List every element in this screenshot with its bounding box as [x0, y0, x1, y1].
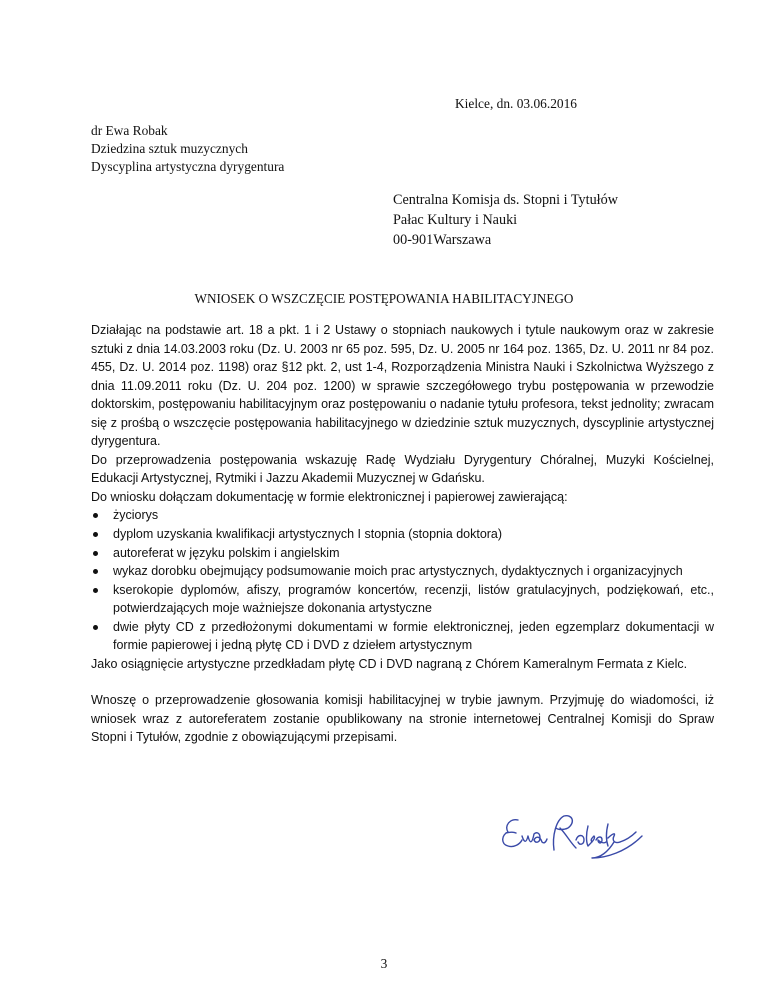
list-item: wykaz dorobku obejmujący podsumowanie moich prac artystycznych, dydaktycznych i organizacyjnych: [91, 562, 714, 581]
attachments-list: [91, 506, 714, 654]
document-title: WNIOSEK O WSZCZĘCIE POSTĘPOWANIA HABILITACYJNEGO: [194, 291, 574, 306]
list-item: autoreferat w języku polskim i angielskim: [91, 544, 714, 563]
signature-icon: [496, 806, 656, 870]
paragraph-attachments-intro: Do wniosku dołączam dokumentację w formie elektronicznej i papierowej zawierającą:: [91, 489, 568, 504]
paragraph-artistic-achievement: Jako osiągnięcie artystyczne przedkładam płytę CD i DVD nagraną z Chórem Kameralnym Fermata z Kielc.: [91, 656, 688, 671]
letter-body: [91, 321, 714, 747]
recipient-line-2: Pałac Kultury i Nauki: [393, 212, 518, 228]
recipient-line-1: Centralna Komisja ds. Stopni i Tytułów: [393, 192, 618, 208]
list-item: dwie płyty CD z przedłożonymi dokumentami w formie elektronicznej, jeden egzemplarz dokumentacji w formie papierowej i jedną płytę CD i DVD z dziełem artystycznym: [91, 618, 714, 655]
paragraph-legal-basis: Działając na podstawie art. 18 a pkt. 1 i 2 Ustawy o stopniach naukowych i tytule naukowym oraz w zakresie sztuki z dnia 14.03.2003 roku (Dz. U. 2003 nr 65 poz. 595, Dz. U. 2005 nr 164 poz. 1365, Dz. U. 2011 nr 84 poz. 455, Dz. U. 2014 poz. 1198) oraz §12 pkt. 2, ust 1-4, Rozporządzenia Ministra Nauki i Szkolnictwa Wyższego z dnia 11.09.2011 roku (Dz. U. 204 poz. 1200) w sprawie szczegółowego trybu postępowania w przewodzie doktorskim, postępowaniu habilitacyjnym oraz postępowaniu o nadanie tytułu profesora, tekst jednolity; zwracam się z prośbą o wszczęcie postępowania habilitacyjnego w dziedzinie sztuk muzycznych, dyscyplinie artystycznej dyrygentura.: [91, 323, 714, 449]
sender-discipline: Dyscyplina artystyczna dyrygentura: [91, 159, 285, 174]
recipient-line-3: 00-901Warszawa: [393, 232, 492, 248]
sender-name: dr Ewa Robak: [91, 123, 168, 138]
paragraph-council: Do przeprowadzenia postępowania wskazuję Radę Wydziału Dyrygentury Chóralnej, Muzyki Kościelnej, Edukacji Artystycznej, Rytmiki i Jazzu Akademii Muzycznej w Gdańsku.: [91, 452, 714, 486]
sender-field: Dziedzina sztuk muzycznych: [91, 141, 248, 156]
list-item: życiorys: [91, 506, 714, 525]
signature-svg: [496, 806, 656, 866]
sender-block: [91, 122, 284, 176]
list-item: dyplom uzyskania kwalifikacji artystycznych I stopnia (stopnia doktora): [91, 525, 714, 544]
place-and-date: Kielce, dn. 03.06.2016: [455, 96, 577, 111]
paragraph-voting-request: Wnoszę o przeprowadzenie głosowania komisji habilitacyjnej w trybie jawnym. Przyjmuję do wiadomości, iż wniosek wraz z autoreferatem zostanie opublikowany na stronie internetowej Centralnej Komisji do Spraw Stopni i Tytułów, zgodnie z obowiązującymi przepisami.: [91, 693, 714, 745]
list-item: kserokopie dyplomów, afiszy, programów koncertów, recenzji, listów gratulacyjnych, podziękowań, etc., potwierdzających moje ważniejsze dokonania artystyczne: [91, 581, 714, 618]
recipient-block: [393, 190, 618, 250]
page-number: 3: [380, 956, 388, 971]
